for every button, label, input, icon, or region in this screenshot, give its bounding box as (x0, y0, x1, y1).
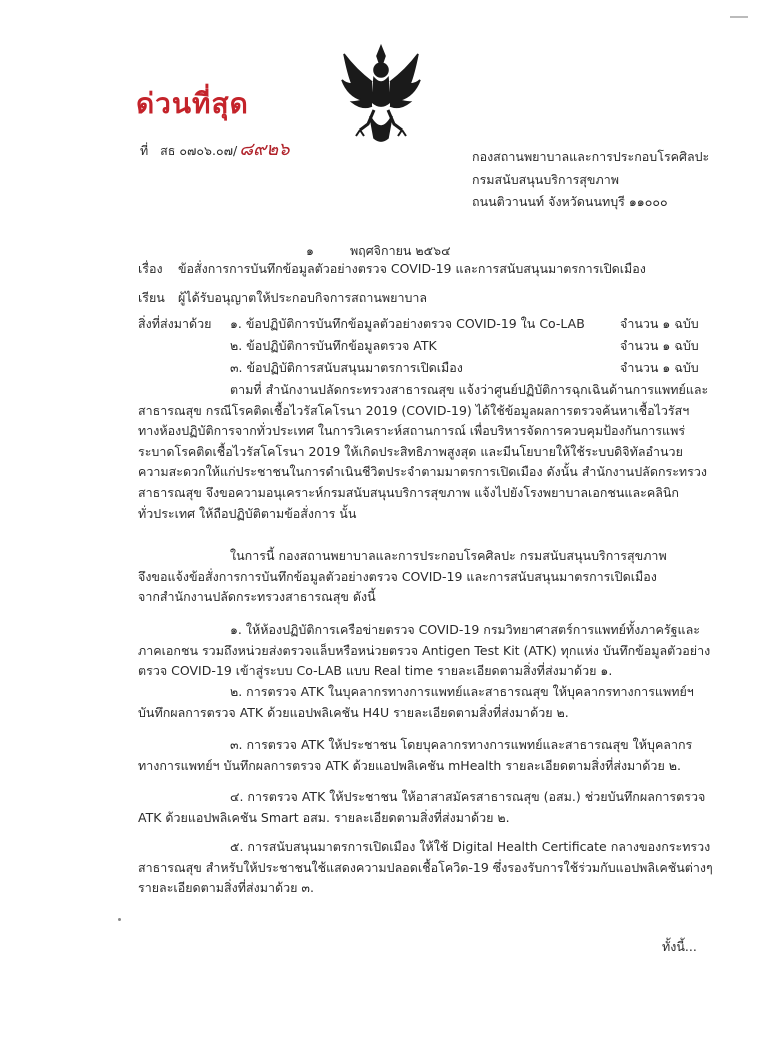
enclosures-label: สิ่งที่ส่งมาด้วย (138, 316, 212, 331)
paragraph-line: ความสะดวกให้แก่ประชาชนในการดำเนินชีวิตประจำตามมาตรการเปิดเมือง ดังนั้น สำนักงานปลัดกระทรวง (138, 464, 708, 480)
subject-line (138, 259, 646, 279)
paragraph-line: สาธารณสุข กรณีโรคติดเชื้อไวรัสโคโรนา 2019 (COVID-19) ได้ใช้ข้อมูลผลการตรวจค้นหาเชื้อไวรัสฯ (138, 402, 690, 418)
document-number-value: สธ ๐๗๐๖.๐๗/ (160, 143, 238, 158)
document-number (140, 134, 290, 163)
paragraph-line: ทางห้องปฏิบัติการจากทั่วประเทศ ในการวิเคราะห์สถานการณ์ เพื่อบริหารจัดการควบคุมป้องกันการแพร่ (138, 423, 686, 439)
recipient-line (138, 288, 427, 308)
garuda-emblem (338, 40, 424, 150)
paragraph-line: ATK ด้วยแอปพลิเคชัน Smart อสม. รายละเอียดตามสิ่งที่ส่งมาด้วย ๒. (138, 809, 510, 825)
subject-text: ข้อสั่งการการบันทึกข้อมูลตัวอย่างตรวจ COVID-19 และการสนับสนุนมาตรการเปิดเมือง (178, 261, 646, 276)
continuation-text: ทั้งนี้... (662, 939, 697, 954)
paragraph-line: ๔. การตรวจ ATK ให้ประชาชน ให้อาสาสมัครสาธารณสุข (อสม.) ช่วยบันทึกผลการตรวจ (230, 789, 706, 804)
paragraph-line: ตรวจ COVID-19 เข้าสู่ระบบ Co-LAB แบบ Real time รายละเอียดตามสิ่งที่ส่งมาด้วย ๑. (138, 663, 613, 679)
paragraph-line: ทั่วประเทศ ให้ถือปฏิบัติตามข้อสั่งการ นั้น (138, 505, 357, 521)
paragraph-line: ๕. การสนับสนุนมาตรการเปิดเมือง ให้ใช้ Digital Health Certificate กลางของกระทรวง (230, 839, 711, 854)
date-day: ๑ (306, 243, 314, 258)
paragraph-line: จึงขอแจ้งข้อสั่งการการบันทึกข้อมูลตัวอย่างตรวจ COVID-19 และการสนับสนุนมาตรการเปิดเมือง (138, 568, 657, 584)
directive-item-2 (138, 682, 708, 723)
directive-item-4 (138, 787, 708, 828)
document-number-label: ที่ (140, 143, 149, 158)
enclosure-item: ๑. ข้อปฏิบัติการบันทึกข้อมูลตัวอย่างตรวจ COVID-19 ใน Co-LAB (230, 316, 585, 331)
enclosure-quantity: จำนวน ๑ ฉบับ (620, 338, 699, 353)
paragraph-line: ทางการแพทย์ฯ บันทึกผลการตรวจ ATK ด้วยแอปพลิเคชัน mHealth รายละเอียดตามสิ่งที่ส่งมาด้วย ๒. (138, 757, 681, 773)
paragraph-purpose (138, 546, 708, 608)
sender-office: กองสถานพยาบาลและการประกอบโรคศิลปะ (472, 149, 710, 164)
paragraph-line: ๒. การตรวจ ATK ในบุคลากรทางการแพทย์และสาธารณสุข ให้บุคลากรทางการแพทย์ฯ (230, 684, 694, 699)
paragraph-line: บันทึกผลการตรวจ ATK ด้วยแอปพลิเคชัน H4U รายละเอียดตามสิ่งที่ส่งมาด้วย ๒. (138, 704, 569, 720)
paragraph-line: จากสำนักงานปลัดกระทรวงสาธารณสุข ดังนี้ (138, 589, 376, 605)
sender-address: ถนนติวานนท์ จังหวัดนนทบุรี ๑๑๐๐๐ (472, 194, 668, 209)
paragraph-line: สาธารณสุข สำหรับให้ประชาชนใช้แสดงความปลอดเชื้อโควิด-19 ซึ่งรองรับการใช้ร่วมกับแอปพลิเคชันต่างๆ (138, 859, 713, 875)
paragraph-line: ๓. การตรวจ ATK ให้ประชาชน โดยบุคลากรทางการแพทย์และสาธารณสุข ให้บุคลากร (230, 737, 693, 752)
subject-label: เรื่อง (138, 261, 163, 276)
date-month-year: พฤศจิกายน ๒๕๖๔ (349, 243, 451, 258)
sender-department: กรมสนับสนุนบริการสุขภาพ (472, 172, 619, 187)
paragraph-background (138, 380, 708, 524)
paragraph-line: ตามที่ สำนักงานปลัดกระทรวงสาธารณสุข แจ้งว่าศูนย์ปฏิบัติการฉุกเฉินด้านการแพทย์และ (230, 382, 709, 397)
directive-item-3 (138, 735, 708, 776)
enclosure-quantity: จำนวน ๑ ฉบับ (620, 316, 699, 331)
enclosure-item: ๒. ข้อปฏิบัติการบันทึกข้อมูลตรวจ ATK (230, 338, 437, 353)
urgency-heading: ด่วนที่สุด (136, 87, 249, 120)
enclosure-quantity: จำนวน ๑ ฉบับ (620, 360, 699, 375)
handwritten-number: ๘๙๒๖ (239, 139, 290, 160)
paragraph-line: ในการนี้ กองสถานพยาบาลและการประกอบโรคศิลปะ กรมสนับสนุนบริการสุขภาพ (230, 548, 667, 563)
recipient-text: ผู้ได้รับอนุญาตให้ประกอบกิจการสถานพยาบาล (178, 290, 428, 305)
scan-mark (118, 918, 121, 921)
paragraph-line: รายละเอียดตามสิ่งที่ส่งมาด้วย ๓. (138, 880, 314, 896)
document-date (306, 241, 451, 261)
recipient-label: เรียน (138, 290, 165, 305)
paragraph-line: ระบาดโรคติดเชื้อไวรัสโคโรนา 2019 ให้เกิดประสิทธิภาพสูงสุด และมีนโยบายให้ใช้ระบบดิจิทัลอำนวย (138, 443, 683, 459)
paragraph-line: สาธารณสุข จึงขอความอนุเคราะห์กรมสนับสนุนบริการสุขภาพ แจ้งไปยังโรงพยาบาลเอกชนและคลินิก (138, 484, 679, 500)
directive-item-5 (138, 837, 713, 899)
enclosure-item: ๓. ข้อปฏิบัติการสนับสนุนมาตรการเปิดเมือง (230, 360, 463, 375)
scan-mark (730, 16, 748, 18)
directive-item-1 (138, 620, 711, 682)
paragraph-line: ภาคเอกชน รวมถึงหน่วยส่งตรวจแล็บหรือหน่วยตรวจ Antigen Test Kit (ATK) ทุกแห่ง บันทึกข้อมูลตัวอย่าง (138, 642, 711, 658)
paragraph-line: ๑. ให้ห้องปฏิบัติการเครือข่ายตรวจ COVID-19 กรมวิทยาศาสตร์การแพทย์ทั้งภาครัฐและ (230, 622, 700, 637)
